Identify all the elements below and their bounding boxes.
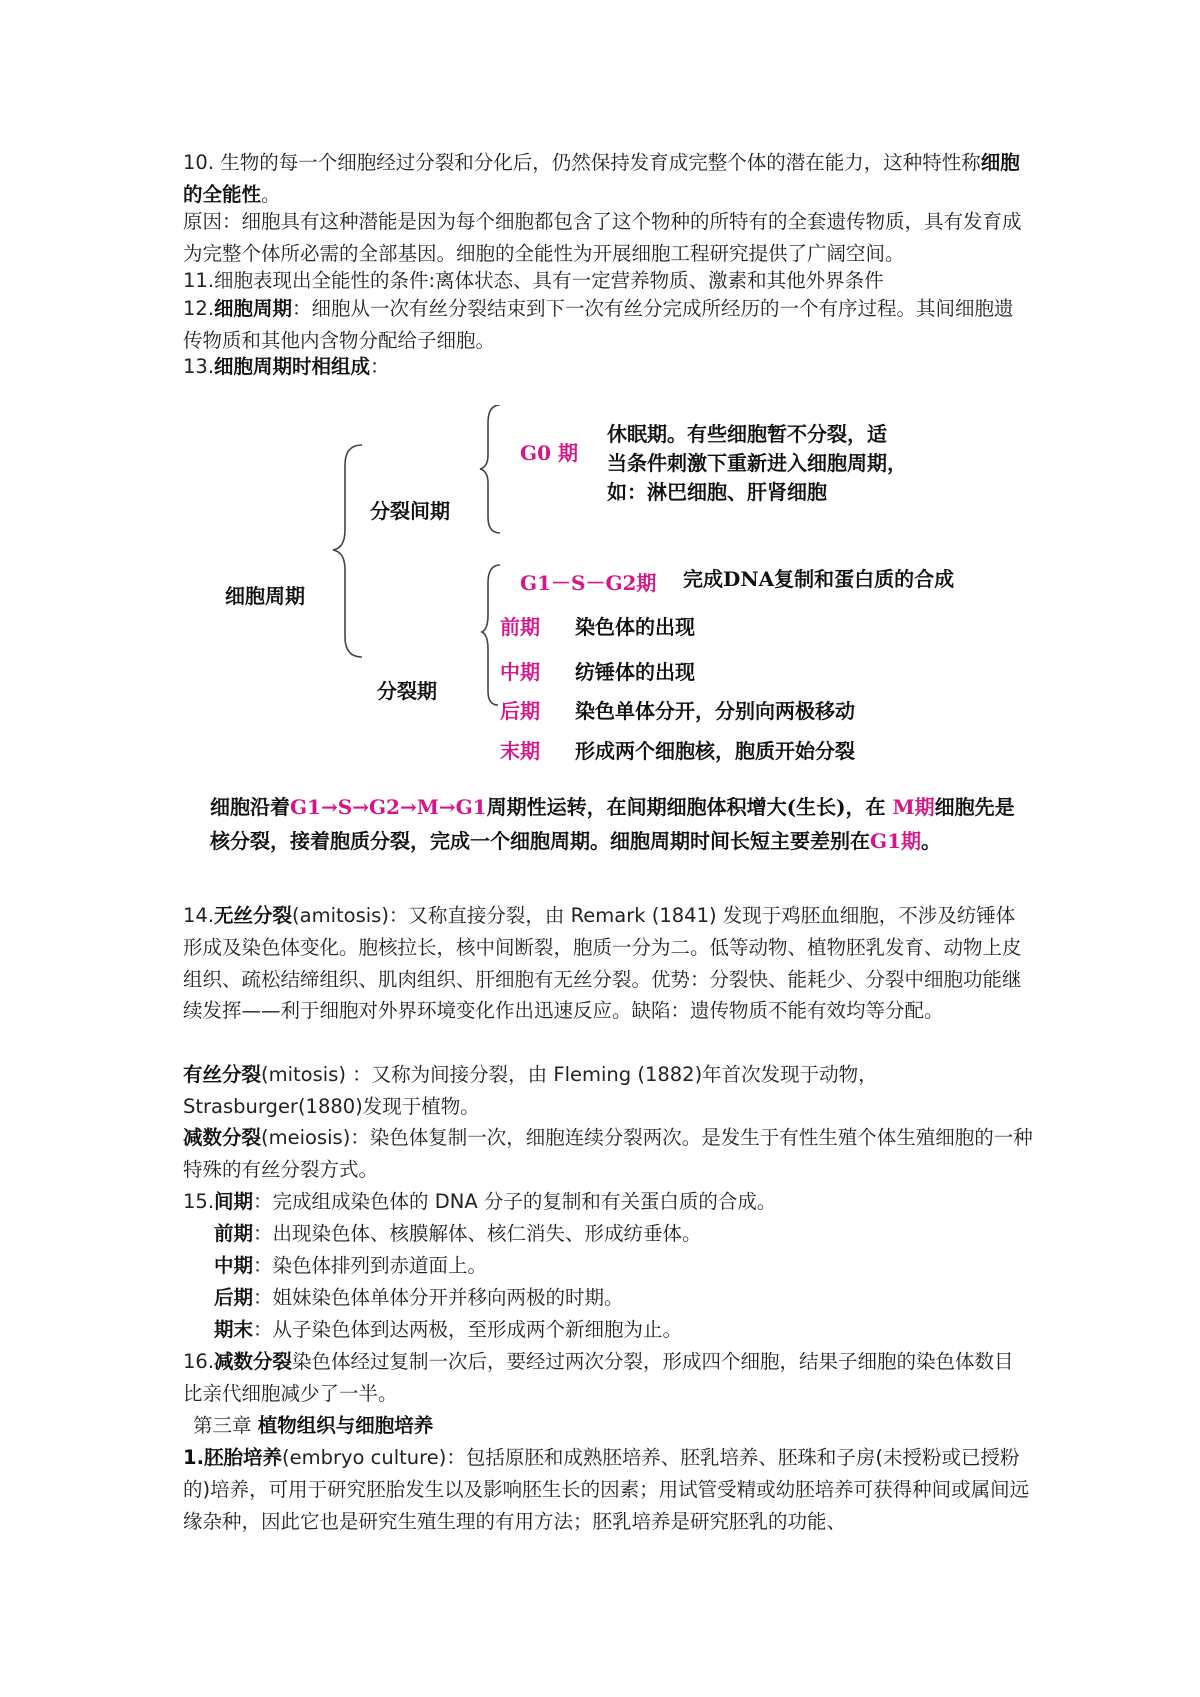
paragraph-14: 14.无丝分裂(amitosis)：又称直接分裂，由 Remark (1841) 发现于鸡胚血细胞，不涉及纺锤体形成及染色体变化。胞核拉长，核中间断裂，胞质一分为二。低等动物、植物胚乳发育、动物上皮组织、疏松结缔组织、肌肉组织、肝细胞有无丝分裂。优势：分裂快、能耗少、分裂中细胞功能继续发挥——利于细胞对外界环境变化作出迅速反应。缺陷：遗传物质不能有效均等分配。 (183, 904, 1022, 1023)
phase-telophase-desc: 形成两个细胞核，胞质开始分裂 (575, 739, 855, 763)
mitotic-brace (482, 565, 500, 705)
main-brace (333, 445, 362, 657)
term-mitosis: 有丝分裂 (183, 1063, 262, 1086)
phase-anaphase-label: 后期 (500, 699, 540, 723)
gs-desc: 完成DNA复制和蛋白质的合成 (683, 567, 955, 591)
term-amitosis: 无丝分裂 (214, 904, 293, 927)
phase-item-metaphase: 中期：染色体排列到赤道面上。 (214, 1254, 488, 1277)
cell-cycle-diagram (0, 405, 1200, 780)
interphase-brace (480, 405, 500, 533)
gs-label: G1－S－G2期 (520, 571, 657, 595)
g0-desc-3: 如：淋巴细胞、肝肾细胞 (607, 480, 827, 504)
cycle-sequence: G1→S→G2→M→G1 (290, 795, 487, 819)
term-cell-cycle: 细胞周期 (214, 297, 293, 320)
term-totipotency: 细胞的全能性 (183, 151, 1020, 206)
g0-desc-2: 当条件刺激下重新进入细胞周期， (607, 451, 907, 475)
phase-item-prophase: 前期：出现染色体、核膜解体、核仁消失、形成纺垂体。 (214, 1222, 702, 1245)
term-cell-cycle-phases: 细胞周期时相组成 (214, 355, 371, 378)
cell-cycle-summary: 细胞沿着G1→S→G2→M→G1周期性运转，在间期细胞体积增大(生长)，在 M期细胞先是核分裂，接着胞质分裂，完成一个细胞周期。细胞周期时间长短主要差别在G1期。 (210, 795, 1015, 853)
phase-item-telophase: 期末：从子染色体到达两极，至形成两个新细胞为止。 (214, 1318, 683, 1341)
root-label: 细胞周期 (225, 584, 305, 608)
paragraph-meiosis: 减数分裂(meiosis)：染色体复制一次，细胞连续分裂两次。是发生于有性生殖个体生殖细胞的一种特殊的有丝分裂方式。 (183, 1126, 1033, 1181)
phase-anaphase-desc: 染色单体分开，分别向两极移动 (575, 699, 855, 723)
paragraph-mitosis: 有丝分裂(mitosis) ：又称为间接分裂，由 Fleming (1882)年首次发现于动物，Strasburger(1880)发现于植物。 (183, 1063, 878, 1118)
term-embryo-culture: 胚胎培养 (203, 1446, 282, 1469)
term-meiosis-2: 减数分裂 (214, 1350, 293, 1373)
chapter-heading: 第三章 植物组织与细胞培养 (193, 1414, 434, 1437)
paragraph-reason: 原因：细胞具有这种潜能是因为每个细胞都包含了这个物种的所特有的全套遗传物质，具有发育成为完整个体所必需的全部基因。细胞的全能性为开展细胞工程研究提供了广阔空间。 (183, 210, 1022, 265)
item-number: 10. (183, 151, 215, 174)
phase-metaphase-label: 中期 (500, 660, 540, 684)
phase-prophase-label: 前期 (500, 615, 540, 639)
paragraph-11: 11.细胞表现出全能性的条件:离体状态、具有一定营养物质、激素和其他外界条件 (183, 269, 884, 292)
term-meiosis: 减数分裂 (183, 1126, 262, 1149)
paragraph-16: 16.减数分裂染色体经过复制一次后，要经过两次分裂，形成四个细胞，结果子细胞的染色体数目比亲代细胞减少了一半。 (183, 1350, 1014, 1405)
paragraph-1: 1.胚胎培养(embryo culture)：包括原胚和成熟胚培养、胚乳培养、胚珠和子房(未授粉或已授粉的)培养，可用于研究胚胎发生以及影响胚生长的因素；用试管受精或幼胚培养可获得种间或属间远缘杂种，因此它也是研究生殖生理的有用方法；胚乳培养是研究胚乳的功能、 (183, 1446, 1030, 1533)
phase-prophase-desc: 染色体的出现 (575, 615, 695, 639)
phase-item-anaphase: 后期：姐妹染色体单体分开并移向两极的时期。 (214, 1286, 624, 1309)
paragraph-12: 12.细胞周期：细胞从一次有丝分裂结束到下一次有丝分完成所经历的一个有序过程。其间细胞遗传物质和其他内含物分配给子细胞。 (183, 297, 1014, 352)
term-interphase: 间期 (214, 1190, 254, 1213)
paragraph-15: 15.间期：完成组成染色体的 DNA 分子的复制和有关蛋白质的合成。 (183, 1190, 777, 1213)
paragraph-10: 10. 生物的每一个细胞经过分裂和分化后，仍然保持发育成完整个体的潜在能力，这种特性称细胞的全能性。 (183, 151, 1020, 206)
phase-metaphase-desc: 纺锤体的出现 (575, 660, 695, 684)
g0-desc-1: 休眠期。有些细胞暂不分裂，适 (607, 422, 887, 446)
mitotic-label: 分裂期 (377, 679, 437, 703)
paragraph-13: 13.细胞周期时相组成： (183, 355, 390, 378)
phase-telophase-label: 末期 (500, 739, 540, 763)
chapter-title: 植物组织与细胞培养 (257, 1414, 434, 1437)
interphase-label: 分裂间期 (370, 499, 450, 523)
g0-label: G0 期 (520, 441, 578, 465)
